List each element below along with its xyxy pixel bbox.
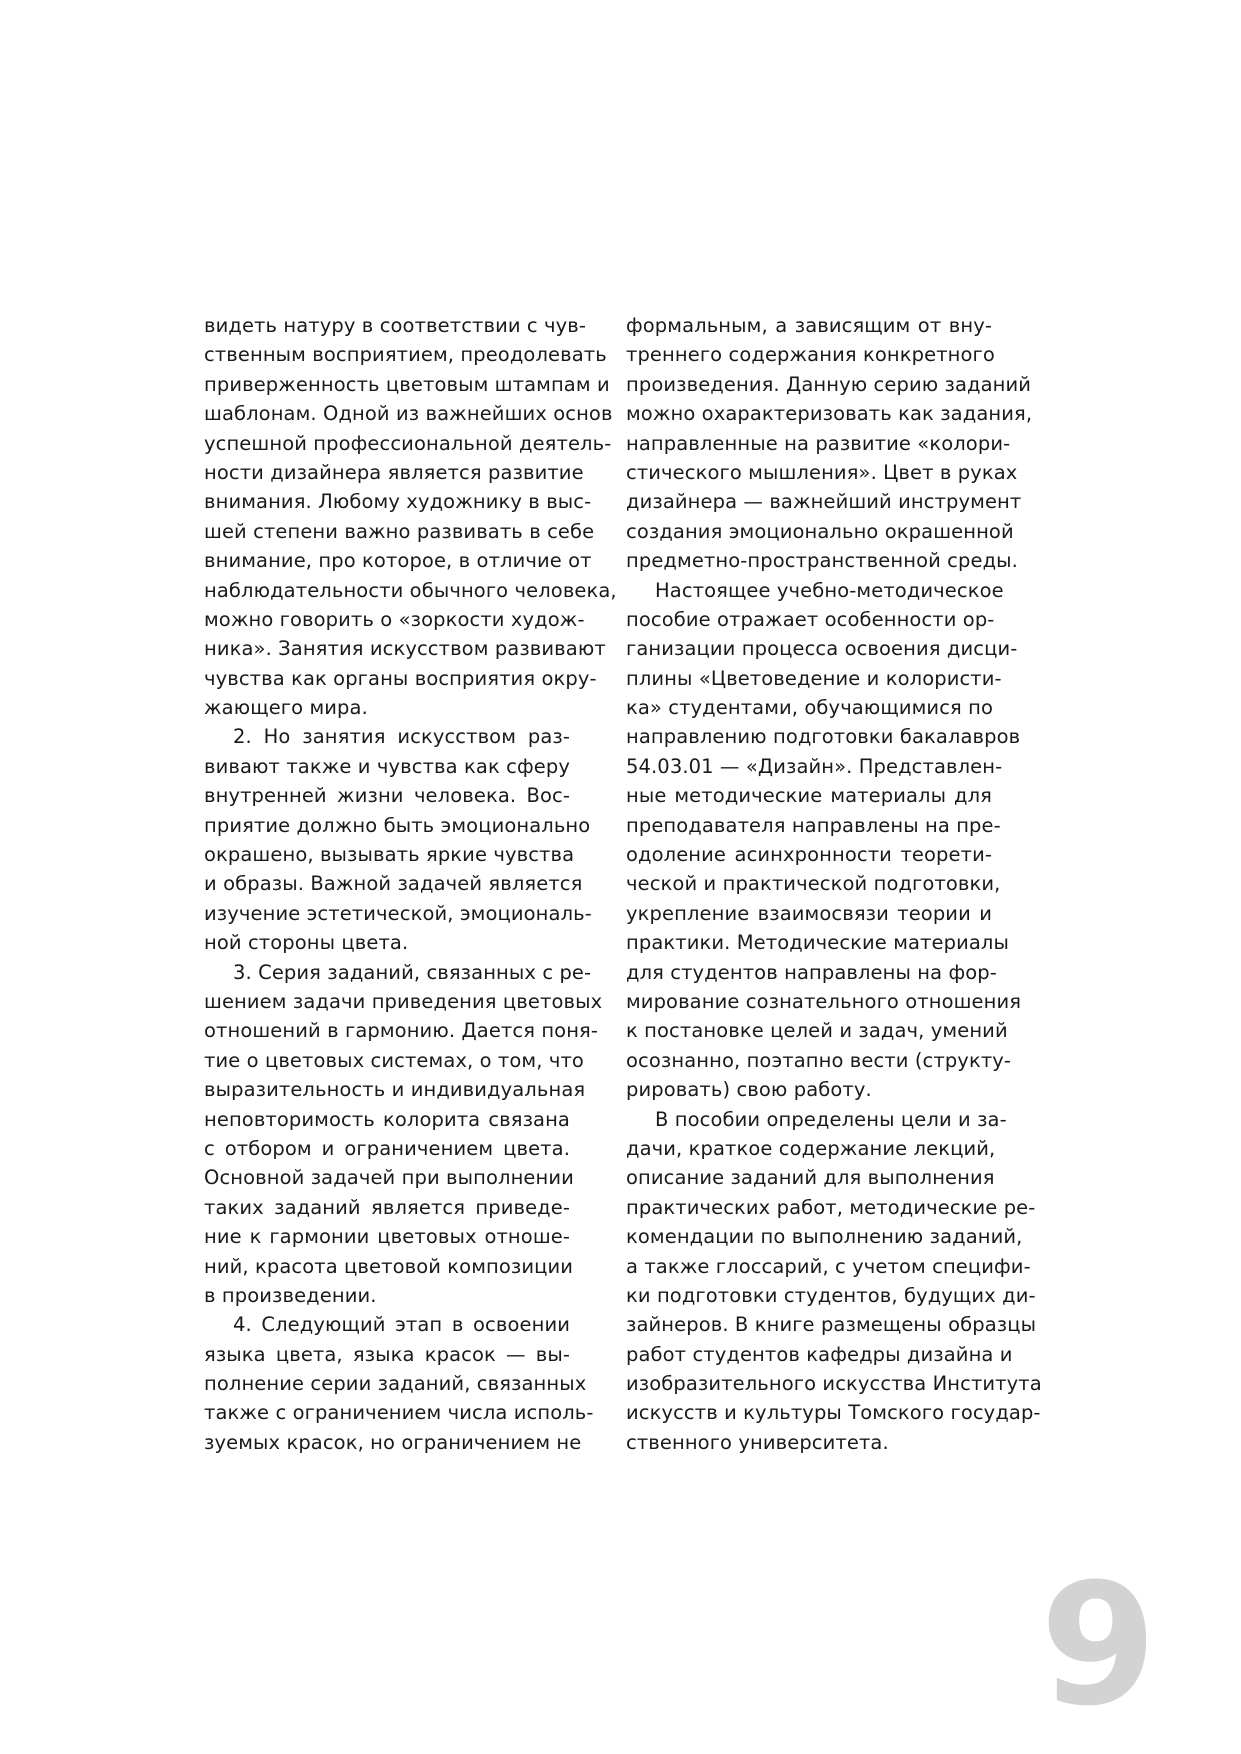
text-line: шей степени важно развивать в себе [204, 519, 595, 543]
text-line: произведения. Данную серию заданий [626, 372, 1032, 396]
text-line: Основной задачей при выполнении [204, 1166, 574, 1190]
text-line: треннего содержания конкретного [626, 343, 995, 367]
text-line: ственного университета. [626, 1430, 889, 1454]
text-line: направлению подготовки бакалавров [626, 725, 1021, 749]
text-line: практики. Методические материалы [626, 931, 1009, 955]
left-text-column [204, 311, 617, 1457]
text-line: стического мышления». Цвет в руках [626, 460, 1018, 484]
text-line: ний, красота цветовой композиции [204, 1254, 574, 1278]
text-line: приятие должно быть эмоционально [204, 813, 591, 837]
text-line: можно говорить о «зоркости худож- [204, 607, 585, 631]
text-line: рировать) свою работу. [626, 1078, 872, 1102]
text-line: дизайнера — важнейший инструмент [626, 490, 1022, 514]
text-line: Настоящее учебно-методическое [655, 578, 1004, 602]
text-line: зайнеров. В книге размещены образцы [626, 1313, 1037, 1337]
text-line: создания эмоционально окрашенной [626, 519, 1014, 543]
text-line: с отбором и ограничением цвета. [204, 1136, 570, 1160]
text-line: ка» студентами, обучающимися по [626, 696, 994, 720]
text-line: наблюдательности обычного человека, [204, 578, 617, 602]
text-line: приверженность цветовым штампам и [204, 372, 610, 396]
text-line: внутренней жизни человека. Вос- [204, 784, 570, 808]
text-line: мирование сознательного отношения [626, 989, 1022, 1013]
text-line: ческой и практической подготовки, [626, 872, 1001, 896]
text-line: ственным восприятием, преодолевать [204, 343, 607, 367]
text-line: ганизации процесса освоения дисци- [626, 637, 1018, 661]
text-line: и образы. Важной задачей является [204, 872, 583, 896]
text-line: успешной профессиональной деятель- [204, 431, 612, 455]
text-line: 54.03.01 — «Дизайн». Представлен- [626, 754, 1003, 778]
text-line: чувства как органы восприятия окру- [204, 666, 597, 690]
text-line: внимания. Любому художнику в выс- [204, 490, 592, 514]
text-line: видеть натуру в соответствии с чув- [204, 314, 587, 337]
text-line: в произведении. [204, 1283, 377, 1307]
text-line: формальным, а зависящим от вну- [626, 314, 992, 337]
text-line: ной стороны цвета. [204, 931, 409, 955]
text-line: жающего мира. [204, 696, 368, 720]
text-line: изобразительного искусства Института [626, 1372, 1042, 1396]
text-line: одоление асинхронности теорети- [626, 843, 992, 867]
text-line: дачи, краткое содержание лекций, [626, 1136, 996, 1160]
text-line: ные методические материалы для [626, 784, 992, 808]
text-line: 3. Серия заданий, связанных с ре- [233, 960, 592, 984]
text-line: 2. Но занятия искусством раз- [233, 725, 570, 749]
text-line: таких заданий является приведе- [204, 1195, 570, 1219]
text-line: направленные на развитие «колори- [626, 431, 1011, 455]
text-line: выразительность и индивидуальная [204, 1078, 586, 1102]
text-line: ки подготовки студентов, будущих ди- [626, 1283, 1036, 1307]
text-line: ние к гармонии цветовых отноше- [204, 1225, 570, 1249]
text-line: плины «Цветоведение и колористи- [626, 666, 1002, 690]
text-line: пособие отражает особенности ор- [626, 607, 995, 631]
text-line: ности дизайнера является развитие [204, 460, 584, 484]
text-line: а также глоссарий, с учетом специфи- [626, 1254, 1031, 1278]
text-line: шаблонам. Одной из важнейших основ [204, 402, 613, 426]
page-number: 9 [1040, 1547, 1157, 1743]
text-line: языка цвета, языка красок — вы- [204, 1342, 570, 1366]
text-line: полнение серии заданий, связанных [204, 1372, 587, 1396]
text-line: окрашено, вызывать яркие чувства [204, 843, 575, 867]
text-line: внимание, про которое, в отличие от [204, 549, 592, 573]
text-line: описание заданий для выполнения [626, 1166, 995, 1190]
text-line: искусств и культуры Томского государ- [626, 1401, 1041, 1425]
text-line: практических работ, методические ре- [626, 1195, 1036, 1219]
text-line: осознанно, поэтапно вести (структу- [626, 1048, 1012, 1072]
text-line: шением задачи приведения цветовых [204, 989, 603, 1013]
text-line: предметно-пространственной среды. [626, 549, 1018, 573]
text-line: неповторимость колорита связана [204, 1107, 570, 1131]
text-line: В пособии определены цели и за- [655, 1107, 1007, 1131]
text-line: укрепление взаимосвязи теории и [626, 901, 992, 925]
text-line: 4. Следующий этап в освоении [233, 1313, 570, 1337]
text-line: тие о цветовых системах, о том, что [204, 1048, 584, 1072]
text-line: преподавателя направлены на пре- [626, 813, 1001, 837]
text-line: можно охарактеризовать как задания, [626, 402, 1033, 426]
text-line: ника». Занятия искусством развивают [204, 637, 606, 661]
text-line: отношений в гармонию. Дается поня- [204, 1019, 599, 1043]
text-line: также с ограничением числа исполь- [204, 1401, 594, 1425]
text-line: изучение эстетической, эмоциональ- [204, 901, 592, 925]
text-line: для студентов направлены на фор- [626, 960, 997, 984]
text-line: комендации по выполнению заданий, [626, 1225, 1023, 1249]
text-line: зуемых красок, но ограничением не [204, 1430, 582, 1454]
text-line: к постановке целей и задач, умений [626, 1019, 1008, 1043]
text-line: вивают также и чувства как сферу [204, 754, 570, 778]
right-text-column [626, 311, 1042, 1457]
text-line: работ студентов кафедры дизайна и [626, 1342, 1013, 1366]
